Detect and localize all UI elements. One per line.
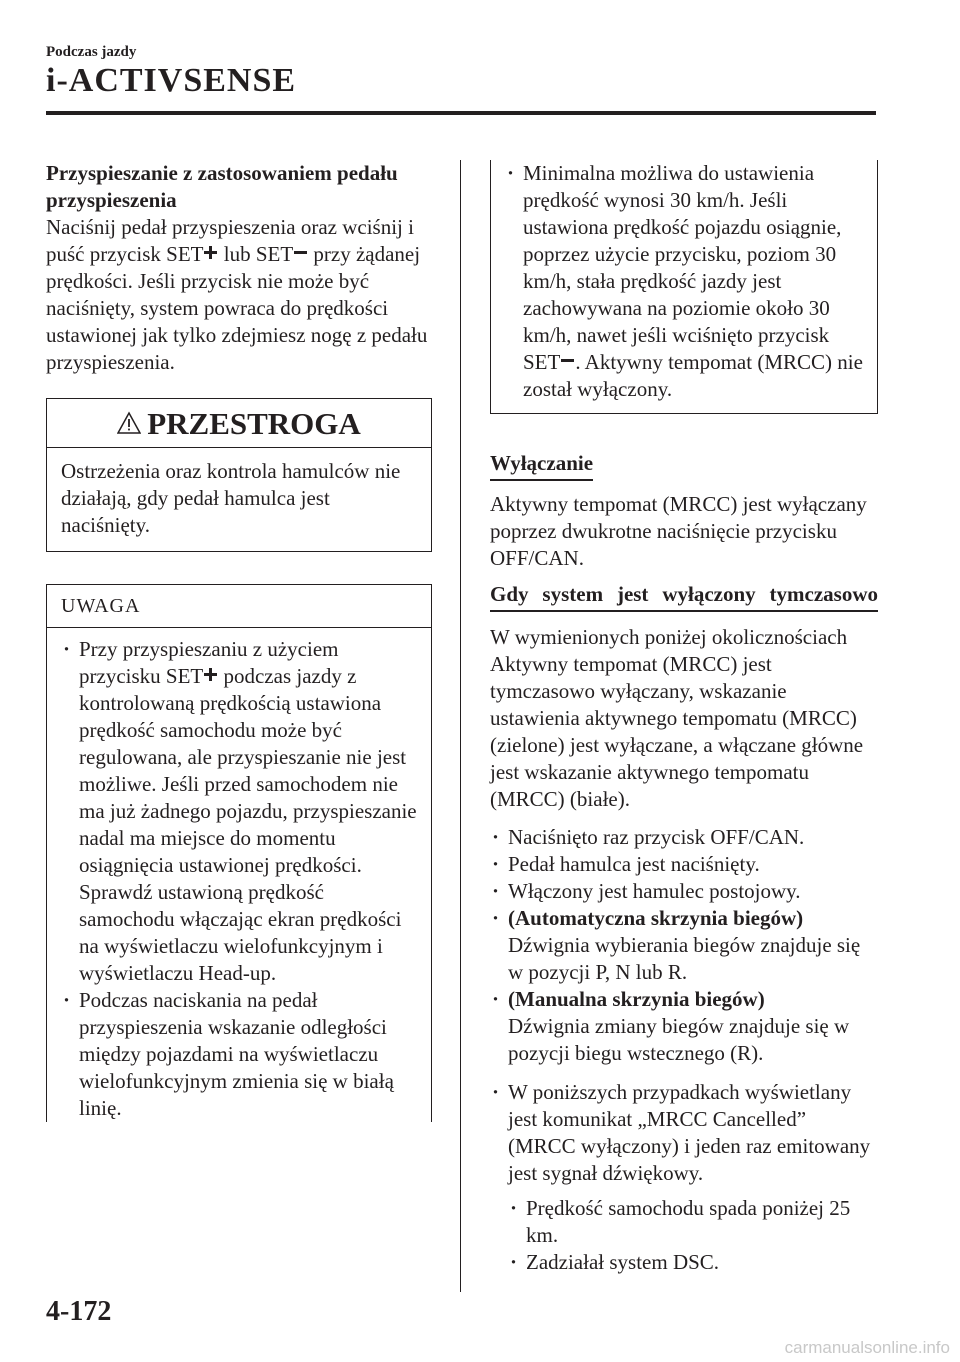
- note-title: UWAGA: [47, 585, 431, 628]
- off-heading-row: [490, 450, 878, 481]
- minus-icon: [561, 354, 574, 367]
- caution-title: PRZESTROGA: [147, 405, 361, 441]
- caution-box: [46, 398, 432, 552]
- title-rule: [46, 111, 876, 115]
- note-continuation-text-1: Minimalna możliwa do ustawienia prędkość wynosi 30 km/h. Jeśli ustawiona prędkość pojazdu osiągnie, poprzez użycie przycisku, poziom 30 km/h, stała prędkość jazdy jest zachowywana na poziomie około 30 km/h, nawet jeśli wciśnięto przycisk SET: [523, 161, 842, 374]
- list-item: · Prędkość samochodu spada poniżej 25 km.: [508, 1195, 878, 1249]
- automatic-label: (Automatyczna skrzynia biegów): [508, 906, 804, 930]
- list-item: · Zadziałał system DSC.: [508, 1249, 878, 1276]
- automatic-text: Dźwignia wybierania biegów znajduje się w pozycji P, N lub R.: [508, 933, 861, 984]
- temp-heading: Gdy system jest wyłączony tymczasowo: [490, 581, 878, 612]
- note-item: [61, 636, 417, 987]
- manual-label: (Manualna skrzynia biegów): [508, 987, 765, 1011]
- right-column: [490, 160, 878, 1276]
- left-column: [46, 160, 432, 1122]
- temp-paragraph: W wymienionych poniżej okolicznościach Aktywny tempomat (MRCC) jest tymczasowo wyłączany, wskazanie ustawienia aktywnego tempomatu (MRCC) (zielone) jest wyłączane, a włączane główne jest wskazanie aktywnego tempomatu (MRCC) (białe).: [490, 625, 864, 811]
- column-divider: [460, 160, 461, 1292]
- minus-icon: [294, 246, 307, 259]
- cancel-sublist: [508, 1195, 878, 1276]
- intro-text-1: Naciśnij pedał przyspieszenia oraz wciśnij i puść przycisk SET: [46, 215, 414, 266]
- manual-text: Dźwignia zmiany biegów znajduje się w pozycji biegu wstecznego (R).: [508, 1014, 850, 1065]
- list-item: [490, 986, 878, 1067]
- off-paragraph: Aktywny tempomat (MRCC) jest wyłączany poprzez dwukrotne naciśnięcie przycisku OFF/CAN.: [490, 492, 867, 570]
- watermark: carmanualsonline.info: [784, 1338, 950, 1357]
- note-item1-text-2: podczas jazdy z kontrolowaną prędkością ustawiona prędkość samochodu może być regulowana, ale przyspieszanie nie jest możliwe. Jeśli przed samochodem nie ma już żadnego pojazdu, przyspieszanie nadal ma miejsce do momentu osiągnięcia ustawionej prędkości. Sprawdź ustawioną prędkość samochodu włączając ekran prędkości na wyświetlaczu wielofunkcyjnym i wyświetlaczu Head-up.: [79, 664, 417, 985]
- warning-triangle-icon: [117, 411, 141, 435]
- list-item: · Naciśnięto raz przycisk OFF/CAN.: [490, 824, 878, 851]
- intro-text-2: lub SET: [218, 242, 294, 266]
- plus-icon: [204, 246, 217, 259]
- list-item: · Włączony jest hamulec postojowy.: [490, 878, 878, 905]
- acceleration-paragraph: [46, 214, 432, 376]
- caution-text: Ostrzeżenia oraz kontrola hamulców nie działają, gdy pedał hamulca jest naciśnięty.: [61, 459, 401, 537]
- caution-header: [47, 399, 431, 448]
- list-item: · Pedał hamulca jest naciśnięty.: [490, 851, 878, 878]
- temp-heading-row: [490, 581, 878, 612]
- off-heading: Wyłączanie: [490, 450, 593, 481]
- note-continuation-text-2: . Aktywny tempomat (MRCC) nie został wyłączony.: [523, 350, 863, 401]
- plus-icon: [204, 668, 217, 681]
- list-item: [490, 905, 878, 986]
- conditions-list: [490, 824, 878, 1067]
- acceleration-heading: Przyspieszanie z zastosowaniem pedału przyspieszenia: [46, 161, 398, 212]
- cancel-item: · W poniższych przypadkach wyświetlany jest komunikat „MRCC Cancelled” (MRCC wyłączony) i jeden raz emitowany jest sygnał dźwiękowy.: [490, 1079, 878, 1187]
- intro-text-3: przy żądanej prędkości. Jeśli przycisk nie może być naciśnięty, system powraca do prędkości ustawionej jak tylko zdejmiesz nogę z pedału przyspieszenia.: [46, 242, 428, 374]
- note-item: [505, 160, 863, 403]
- page-number: 4-172: [46, 1296, 112, 1327]
- section-label: Podczas jazdy: [46, 44, 137, 60]
- note-body: [47, 628, 431, 1122]
- page-title: i-ACTIVSENSE: [46, 62, 297, 99]
- note-item1-text-1: Przy przyspieszaniu z użyciem przycisku SET: [79, 637, 339, 688]
- note-continuation-box: [490, 160, 878, 414]
- note-box: [46, 584, 432, 1122]
- note-item: · Podczas naciskania na pedał przyspieszenia wskazanie odległości między pojazdami na wyświetlaczu wielofunkcyjnym zmienia się w białą linię.: [61, 987, 417, 1122]
